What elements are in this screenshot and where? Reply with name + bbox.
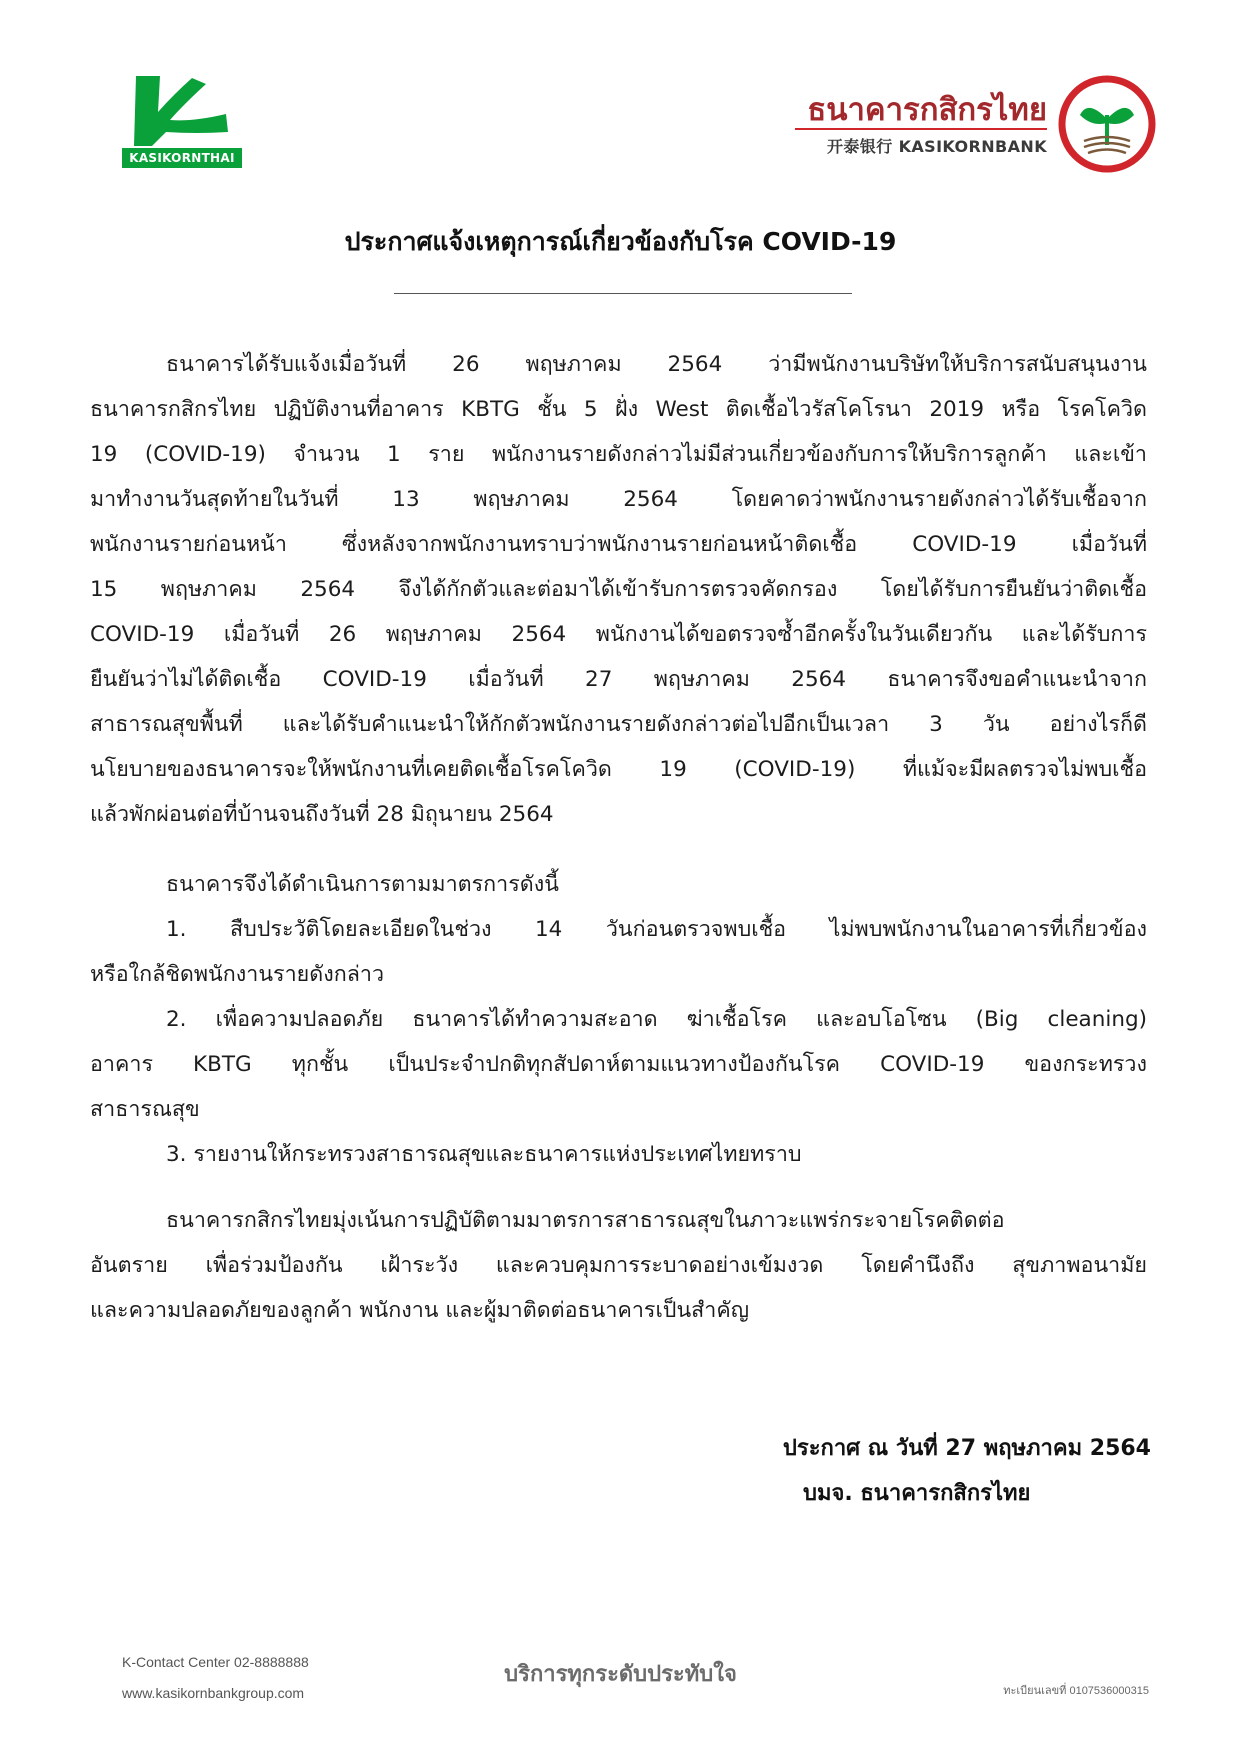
text-line: มาทำงานวันสุดท้ายในวันที่ 13 พฤษภาคม 2564 โดยคาดว่าพนักงานรายดังกล่าวได้รับเชื้อจาก	[90, 487, 1147, 512]
announcement-title: ประกาศแจ้งเหตุการณ์เกี่ยวข้องกับโรค COVID-19	[344, 227, 897, 256]
kasikornthai-logo	[122, 74, 248, 169]
text-line: สาธารณสุขพื้นที่ และได้รับคำแนะนำให้กักตัวพนักงานรายดังกล่าวต่อไปอีกเป็นเวลา 3 วัน อย่างไรก็ดี	[90, 712, 1147, 737]
text-line: พนักงานรายก่อนหน้า ซึ่งหลังจากพนักงานทราบว่าพนักงานรายก่อนหน้าติดเชื้อ COVID-19 เมื่อวันที่	[90, 532, 1147, 557]
paragraph-commitment	[90, 1198, 1147, 1333]
announcement-date: ประกาศ ณ วันที่ 27 พฤษภาคม 2564	[782, 1436, 1151, 1461]
text-line: ธนาคารกสิกรไทย ปฏิบัติงานที่อาคาร KBTG ชั้น 5 ฝั่ง West ติดเชื้อไวรัสโคโรนา 2019 หรือ โรคโควิด	[90, 397, 1147, 422]
text-line: 19 (COVID-19) จำนวน 1 ราย พนักงานรายดังกล่าวไม่มีส่วนเกี่ยวข้องกับการให้บริการลูกค้า และเข้า	[90, 442, 1147, 467]
text-line: ธนาคารได้รับแจ้งเมื่อวันที่ 26 พฤษภาคม 2564 ว่ามีพนักงานบริษัทให้บริการสนับสนุนงาน	[166, 352, 1147, 377]
kasikornbank-wordmark	[795, 84, 1047, 154]
measure-item-3: 3. รายงานให้กระทรวงสาธารณสุขและธนาคารแห่งประเทศไทยทราบ	[166, 1142, 802, 1167]
registration-number: ทะเบียนเลขที่ 0107536000315	[1003, 1685, 1149, 1697]
text-line: อันตราย เพื่อร่วมป้องกัน เฝ้าระวัง และควบคุมการระบาดอย่างเข้มงวด โดยคำนึงถึง สุขภาพอนามัย	[90, 1253, 1147, 1278]
issuer-name: บมจ. ธนาคารกสิกรไทย	[803, 1481, 1031, 1506]
text-line: ยืนยันว่าไม่ได้ติดเชื้อ COVID-19 เมื่อวันที่ 27 พฤษภาคม 2564 ธนาคารจึงขอคำแนะนำจาก	[90, 667, 1147, 692]
brand-sub-name: 开泰银行 KASIKORNBANK	[827, 137, 1047, 156]
text-line: 15 พฤษภาคม 2564 จึงได้กักตัวและต่อมาได้เข้ารับการตรวจคัดกรอง โดยได้รับการยืนยันว่าติดเชื้อ	[90, 577, 1147, 602]
text-line: และความปลอดภัยของลูกค้า พนักงาน และผู้มาติดต่อธนาคารเป็นสำคัญ	[90, 1298, 750, 1323]
footer-slogan: บริการทุกระดับประทับใจ	[504, 1662, 737, 1687]
contact-center: K-Contact Center 02-8888888	[122, 1654, 309, 1670]
title-divider	[394, 293, 852, 294]
text-line: นโยบายของธนาคารจะให้พนักงานที่เคยติดเชื้อโรคโควิด 19 (COVID-19) ที่แม้จะมีผลตรวจไม่พบเชื้อ	[90, 757, 1147, 782]
measure-item-1: 1. สืบประวัติโดยละเอียดในช่วง 14 วันก่อนตรวจพบเชื้อ ไม่พบพนักงานในอาคารที่เกี่ยวข้อง	[166, 917, 1147, 942]
paragraph-incident	[90, 342, 1147, 837]
brand-thai-name: ธนาคารกสิกรไทย	[807, 92, 1047, 128]
brand-divider	[795, 128, 1047, 130]
text-line: สาธารณสุข	[90, 1097, 200, 1122]
kasikornbank-seal-icon	[1058, 75, 1156, 173]
paragraph-measures	[90, 862, 1147, 1177]
text-line: แล้วพักผ่อนต่อที่บ้านจนถึงวันที่ 28 มิถุนายน 2564	[90, 802, 554, 827]
website-link[interactable]: www.kasikornbankgroup.com	[122, 1685, 305, 1701]
measures-intro: ธนาคารจึงได้ดำเนินการตามมาตรการดังนี้	[166, 872, 559, 897]
text-line: COVID-19 เมื่อวันที่ 26 พฤษภาคม 2564 พนักงานได้ขอตรวจซ้ำอีกครั้งในวันเดียวกัน และได้รับการ	[90, 622, 1147, 647]
text-line: ธนาคารกสิกรไทยมุ่งเน้นการปฏิบัติตามมาตรการสาธารณสุขในภาวะแพร่กระจายโรคติดต่อ	[166, 1208, 1005, 1233]
measure-item-2: 2. เพื่อความปลอดภัย ธนาคารได้ทำความสะอาด ฆ่าเชื้อโรค และอบโอโซน (Big cleaning)	[166, 1007, 1147, 1032]
text-line: หรือใกล้ชิดพนักงานรายดังกล่าว	[90, 962, 385, 987]
kasikornthai-label: KASIKORNTHAI	[122, 148, 242, 168]
text-line: อาคาร KBTG ทุกชั้น เป็นประจำปกติทุกสัปดาห์ตามแนวทางป้องกันโรค COVID-19 ของกระทรวง	[90, 1052, 1147, 1077]
